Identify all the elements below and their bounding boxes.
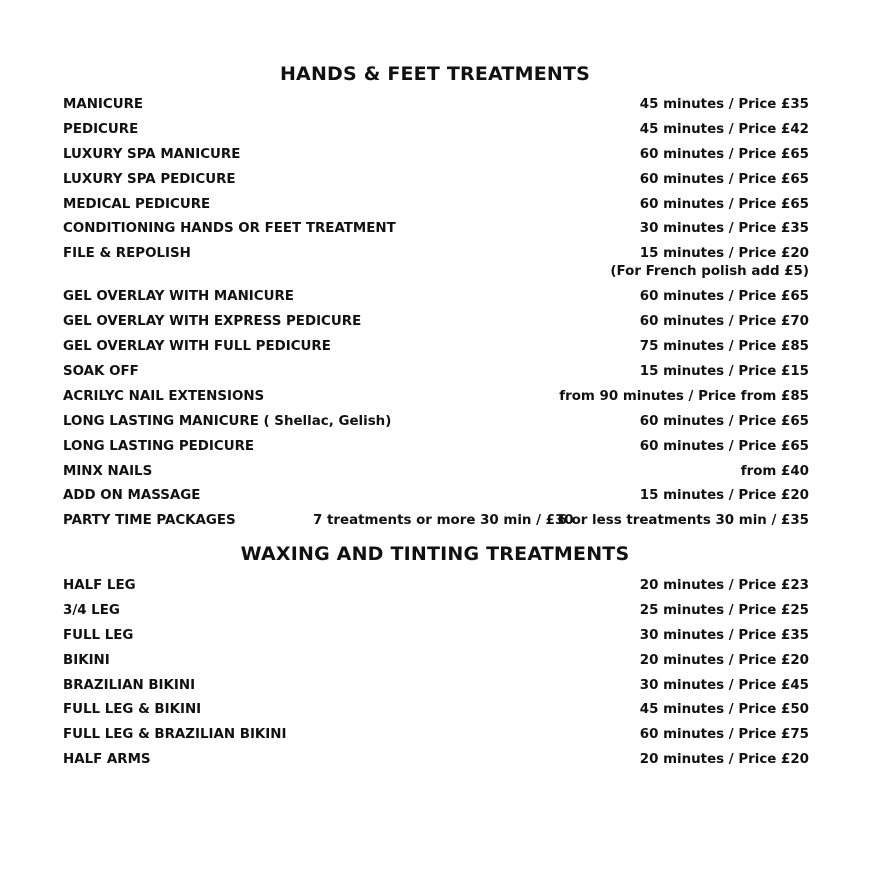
- list-item: [63, 675, 809, 700]
- treatment-name: HALF ARMS: [63, 752, 151, 768]
- treatment-detail: 45 minutes / Price £42: [639, 121, 809, 137]
- treatment-name: LONG LASTING MANICURE ( Shellac, Gelish): [63, 413, 392, 429]
- hands-feet-list: [63, 94, 809, 535]
- treatment-name: SOAK OFF: [63, 364, 139, 380]
- treatment-detail: 45 minutes / Price £50: [639, 702, 809, 718]
- treatment-name: PEDICURE: [63, 121, 139, 137]
- treatment-name: FULL LEG & BIKINI: [63, 702, 202, 718]
- treatment-detail: 60 minutes / Price £70: [639, 314, 809, 330]
- list-item: [63, 600, 809, 625]
- list-item: [63, 724, 809, 749]
- treatment-name: FULL LEG: [63, 627, 134, 643]
- list-item: [63, 650, 809, 675]
- treatment-detail: 25 minutes / Price £25: [639, 602, 809, 618]
- waxing-tinting-title: WAXING AND TINTING TREATMENTS: [240, 543, 630, 565]
- list-item: [63, 749, 809, 774]
- treatment-name: PARTY TIME PACKAGES: [63, 513, 236, 529]
- treatment-detail: 75 minutes / Price £85: [639, 339, 809, 355]
- treatment-name: FULL LEG & BRAZILIAN BIKINI: [63, 727, 287, 743]
- treatment-name: ACRILYC NAIL EXTENSIONS: [63, 388, 265, 404]
- list-item: [63, 94, 809, 119]
- treatment-name: MINX NAILS: [63, 463, 153, 479]
- treatment-name: BIKINI: [63, 652, 110, 668]
- treatment-detail: 60 minutes / Price £65: [639, 413, 809, 429]
- treatment-detail: 60 minutes / Price £65: [639, 438, 809, 454]
- treatment-detail: 30 minutes / Price £35: [639, 221, 809, 237]
- list-item: [63, 144, 809, 169]
- treatment-detail: 60 minutes / Price £65: [639, 289, 809, 305]
- list-item: [63, 461, 809, 486]
- treatment-name: HALF LEG: [63, 578, 136, 593]
- list-item: [63, 386, 809, 411]
- package-option-large: 7 treatments or more 30 min / £30: [313, 513, 574, 529]
- treatment-detail: 20 minutes / Price £23: [639, 578, 809, 593]
- treatment-name: LUXURY SPA PEDICURE: [63, 171, 236, 187]
- treatment-name: ADD ON MASSAGE: [63, 488, 201, 504]
- treatment-detail: 30 minutes / Price £45: [639, 677, 809, 693]
- treatment-detail: 20 minutes / Price £20: [639, 752, 809, 768]
- list-item: [63, 625, 809, 650]
- list-item: [63, 243, 809, 286]
- treatment-detail: 60 minutes / Price £65: [639, 171, 809, 187]
- treatment-detail: 60 minutes / Price £65: [639, 146, 809, 162]
- list-item: [63, 436, 809, 461]
- list-item: [63, 218, 809, 243]
- list-item: [63, 361, 809, 386]
- treatment-name: BRAZILIAN BIKINI: [63, 677, 196, 693]
- list-item: [63, 510, 809, 535]
- treatment-name: FILE & REPOLISH: [63, 246, 191, 262]
- list-item: [63, 169, 809, 194]
- treatment-detail: 60 minutes / Price £75: [639, 727, 809, 743]
- treatment-name: MANICURE: [63, 97, 144, 112]
- treatment-detail: 20 minutes / Price £20: [639, 652, 809, 668]
- treatment-detail: from £40: [740, 463, 809, 479]
- treatment-detail: 45 minutes / Price £35: [639, 97, 809, 112]
- treatment-name: CONDITIONING HANDS OR FEET TREATMENT: [63, 221, 396, 237]
- waxing-tinting-list: [63, 575, 809, 774]
- treatment-name: MEDICAL PEDICURE: [63, 196, 211, 212]
- list-item: [63, 119, 809, 144]
- treatment-note: (For French polish add £5): [610, 264, 809, 280]
- list-item: [63, 411, 809, 436]
- treatment-name: LUXURY SPA MANICURE: [63, 146, 241, 162]
- treatment-detail: 60 minutes / Price £65: [639, 196, 809, 212]
- list-item: [63, 699, 809, 724]
- treatment-detail: 15 minutes / Price £20: [639, 488, 809, 504]
- treatment-name: 3/4 LEG: [63, 602, 120, 618]
- treatment-name: GEL OVERLAY WITH MANICURE: [63, 289, 294, 305]
- list-item: [63, 194, 809, 219]
- treatment-detail: 15 minutes / Price £20: [639, 246, 809, 262]
- treatment-detail: from 90 minutes / Price from £85: [559, 388, 809, 404]
- list-item: [63, 286, 809, 311]
- treatment-detail: 15 minutes / Price £15: [639, 364, 809, 380]
- list-item: [63, 336, 809, 361]
- treatment-name: GEL OVERLAY WITH EXPRESS PEDICURE: [63, 314, 362, 330]
- list-item: [63, 485, 809, 510]
- list-item: [63, 575, 809, 600]
- list-item: [63, 311, 809, 336]
- hands-feet-title: HANDS & FEET TREATMENTS: [279, 63, 591, 85]
- treatment-name: GEL OVERLAY WITH FULL PEDICURE: [63, 339, 331, 355]
- package-option-small: 6 or less treatments 30 min / £35: [557, 513, 809, 529]
- treatment-detail: 30 minutes / Price £35: [639, 627, 809, 643]
- treatment-name: LONG LASTING PEDICURE: [63, 438, 255, 454]
